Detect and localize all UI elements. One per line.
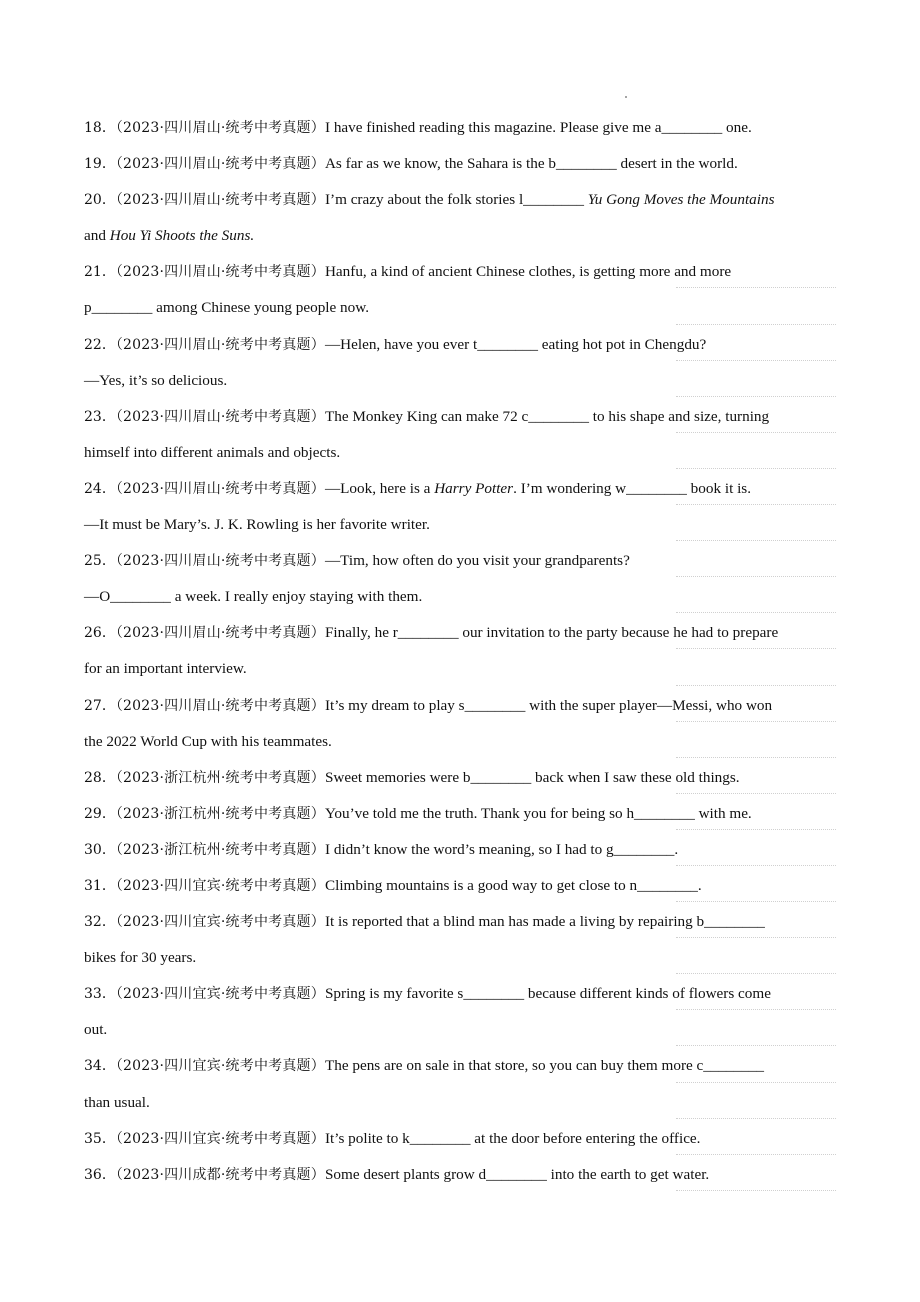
- question-number: 33．: [84, 986, 116, 1003]
- question-number: 22．: [84, 336, 116, 353]
- question-source: （2023·四川眉山·统考中考真题）: [115, 192, 325, 209]
- question-source: （2023·四川眉山·统考中考真题）: [115, 553, 325, 570]
- question-line: [84, 904, 844, 940]
- question-source: （2023·四川宜宾·统考中考真题）: [115, 986, 325, 1003]
- question-number: 23．: [84, 408, 116, 425]
- question-source: （2023·四川眉山·统考中考真题）: [115, 697, 325, 714]
- question-source: （2023·四川眉山·统考中考真题）: [115, 156, 325, 173]
- question-text: out.: [84, 1021, 108, 1039]
- question-continuation-line: [84, 579, 844, 615]
- question-number: 31．: [84, 877, 116, 894]
- italic-title: Harry Potter: [434, 479, 514, 497]
- question-source: （2023·四川宜宾·统考中考真题）: [115, 1130, 325, 1147]
- question-line: [84, 1157, 844, 1193]
- question-source: （2023·四川眉山·统考中考真题）: [115, 625, 325, 642]
- question-text: —Yes, it’s so delicious.: [84, 371, 228, 389]
- question-line: [84, 1048, 844, 1084]
- question-source: （2023·四川宜宾·统考中考真题）: [115, 877, 325, 894]
- question-line: [84, 543, 844, 579]
- question-text: —O________ a week. I really enjoy staying with them.: [84, 588, 423, 606]
- question-line: [84, 868, 844, 904]
- question-line: [84, 688, 844, 724]
- question-source: （2023·浙江杭州·统考中考真题）: [115, 841, 325, 858]
- question-text: —It must be Mary’s. J. K. Rowling is her favorite writer.: [84, 516, 430, 534]
- question-continuation-line: [84, 218, 844, 254]
- question-source: （2023·四川眉山·统考中考真题）: [115, 336, 325, 353]
- question-text: I have finished reading this magazine. Please give me a________ one.: [324, 119, 752, 136]
- question-source: （2023·四川成都·统考中考真题）: [115, 1166, 325, 1183]
- question-text: The Monkey King can make 72 c________ to his shape and size, turning: [324, 407, 770, 425]
- page-marker: [625, 96, 627, 98]
- question-number: 28．: [84, 769, 116, 786]
- question-line: [84, 399, 844, 435]
- question-line: [84, 327, 844, 363]
- question-line: [84, 976, 844, 1012]
- question-number: 25．: [84, 553, 116, 570]
- question-line: [84, 796, 844, 832]
- question-text: Climbing mountains is a good way to get close to n________.: [324, 876, 702, 894]
- question-text: I didn’t know the word’s meaning, so I had to g________.: [324, 840, 679, 858]
- question-text: bikes for 30 years.: [84, 949, 197, 967]
- question-text: I’m crazy about the folk stories l________: [324, 191, 588, 209]
- question-line: [84, 1121, 844, 1157]
- question-text: As far as we know, the Sahara is the b________ desert in the world.: [324, 155, 738, 173]
- question-source: （2023·浙江杭州·统考中考真题）: [115, 805, 325, 822]
- italic-title: Hou Yi Shoots the Suns.: [109, 227, 255, 245]
- question-continuation-line: [84, 651, 844, 687]
- question-line: [84, 110, 844, 146]
- question-text: Spring is my favorite s________ because different kinds of flowers come: [324, 985, 771, 1003]
- question-line: [84, 615, 844, 651]
- question-line: [84, 182, 844, 218]
- question-source: （2023·四川眉山·统考中考真题）: [115, 480, 325, 497]
- question-line: [84, 471, 844, 507]
- question-source: （2023·四川宜宾·统考中考真题）: [115, 914, 325, 931]
- question-text: than usual.: [84, 1093, 150, 1111]
- question-text: himself into different animals and objects.: [84, 443, 341, 461]
- question-number: 27．: [84, 697, 116, 714]
- question-text: p________ among Chinese young people now.: [84, 299, 370, 317]
- question-source: （2023·四川宜宾·统考中考真题）: [115, 1058, 325, 1075]
- question-source: （2023·浙江杭州·统考中考真题）: [115, 769, 325, 786]
- question-source: （2023·四川眉山·统考中考真题）: [115, 408, 325, 425]
- question-text: It is reported that a blind man has made a living by repairing b________: [324, 913, 765, 931]
- question-number: 30．: [84, 841, 116, 858]
- question-number: 20．: [84, 192, 116, 209]
- question-continuation-line: [84, 940, 844, 976]
- question-number: 19．: [84, 156, 116, 173]
- question-number: 26．: [84, 625, 116, 642]
- question-text: the 2022 World Cup with his teammates.: [84, 732, 332, 750]
- question-line: [84, 760, 844, 796]
- question-text: It’s polite to k________ at the door before entering the office.: [324, 1129, 701, 1147]
- question-text: —Helen, have you ever t________ eating hot pot in Chengdu?: [324, 335, 707, 353]
- question-text: The pens are on sale in that store, so you can buy them more c________: [324, 1057, 765, 1075]
- question-text: and: [84, 227, 110, 245]
- question-continuation-line: [84, 724, 844, 760]
- question-continuation-line: [84, 1012, 844, 1048]
- question-continuation-line: [84, 363, 844, 399]
- question-number: 36．: [84, 1166, 116, 1183]
- question-source: （2023·四川眉山·统考中考真题）: [115, 120, 325, 136]
- italic-title: Yu Gong Moves the Mountains: [587, 191, 775, 209]
- question-continuation-line: [84, 1085, 844, 1121]
- question-number: 24．: [84, 480, 116, 497]
- question-text: —Tim, how often do you visit your grandparents?: [324, 552, 630, 570]
- question-source: （2023·四川眉山·统考中考真题）: [115, 264, 325, 281]
- question-number: 21．: [84, 264, 116, 281]
- question-text: . I’m wondering w________ book it is.: [513, 479, 752, 497]
- question-continuation-line: [84, 435, 844, 471]
- question-line: [84, 254, 844, 290]
- question-text: Finally, he r________ our invitation to the party because he had to prepare: [324, 624, 779, 642]
- question-number: 29．: [84, 805, 116, 822]
- question-text: It’s my dream to play s________ with the super player—Messi, who won: [324, 696, 773, 714]
- question-number: 35．: [84, 1130, 116, 1147]
- question-number: 32．: [84, 914, 116, 931]
- question-line: [84, 832, 844, 868]
- question-text: You’ve told me the truth. Thank you for being so h________ with me.: [324, 804, 752, 822]
- question-text: Sweet memories were b________ back when I saw these old things.: [324, 768, 740, 786]
- question-continuation-line: [84, 290, 844, 326]
- question-list: [84, 110, 844, 1193]
- question-text: for an important interview.: [84, 660, 247, 678]
- question-text: Hanfu, a kind of ancient Chinese clothes, is getting more and more: [324, 263, 732, 281]
- question-text: Some desert plants grow d________ into the earth to get water.: [324, 1165, 710, 1183]
- question-number: 18．: [84, 120, 116, 136]
- question-number: 34．: [84, 1058, 116, 1075]
- question-text: —Look, here is a: [324, 479, 435, 497]
- question-continuation-line: [84, 507, 844, 543]
- question-line: [84, 146, 844, 182]
